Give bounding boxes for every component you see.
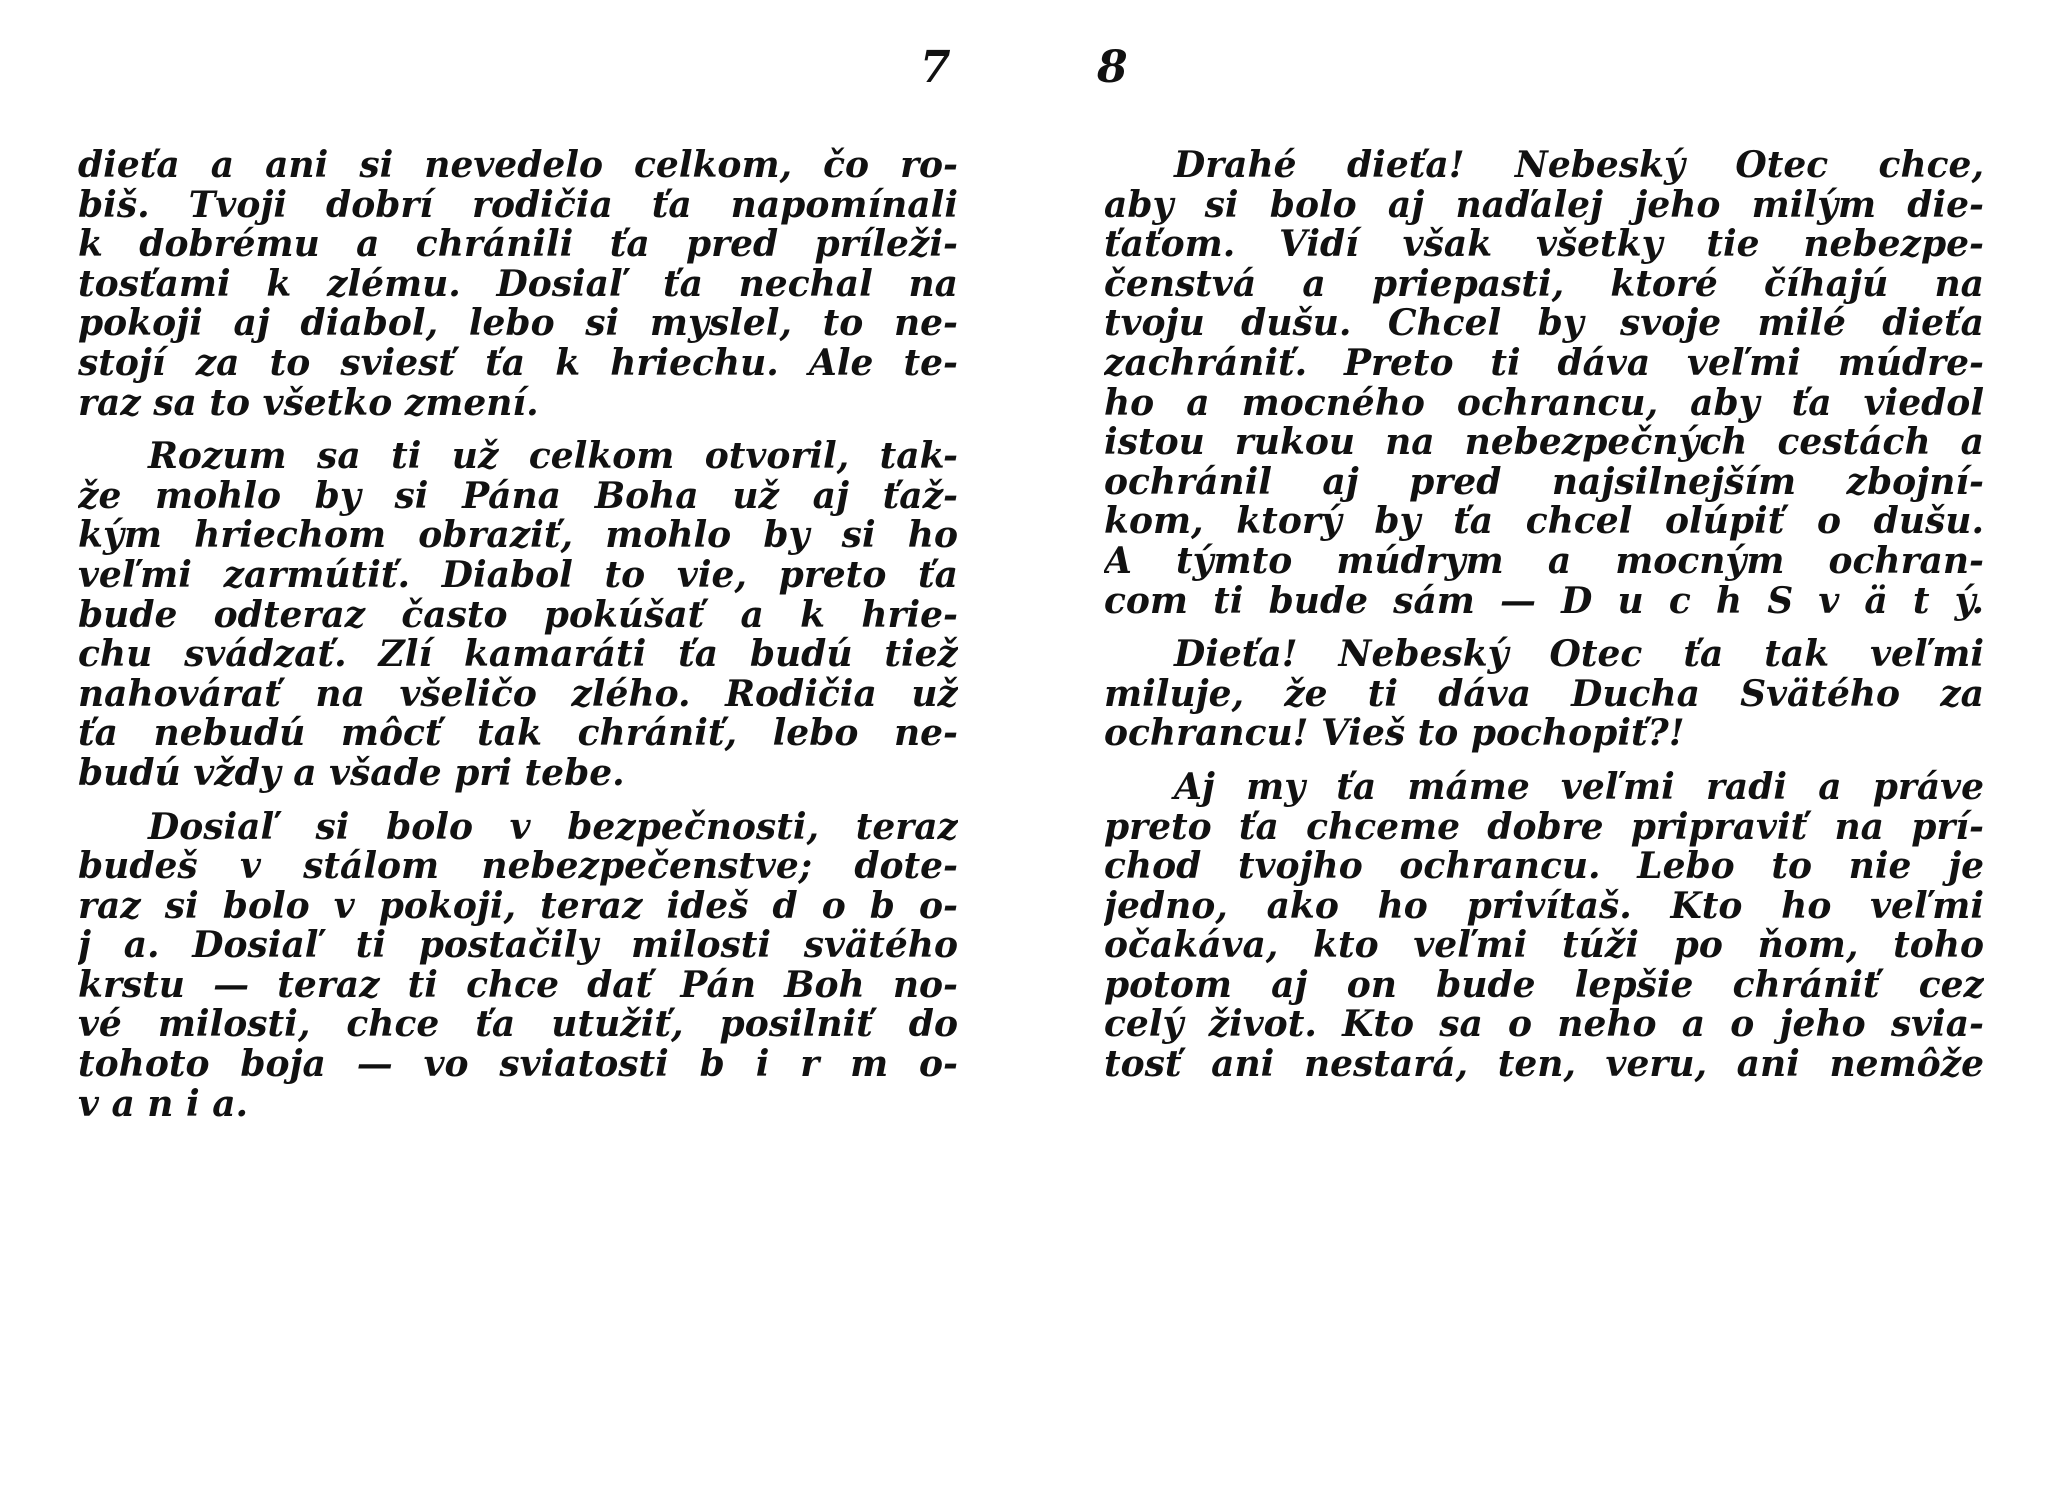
- text-line: miluje, že ti dáva Ducha Svätého za: [1104, 674, 1984, 715]
- right-page-text: [1104, 146, 1984, 1085]
- text-line: istou rukou na nebezpečných cestách a: [1104, 423, 1984, 463]
- text-line: dieťa a ani si nevedelo celkom, čo ro-: [78, 146, 958, 186]
- text-line: ochránil aj pred najsilnejším zbojní-: [1104, 462, 1984, 503]
- text-line: jedno, ako ho privítaš. Kto ho veľmi: [1104, 886, 1984, 927]
- text-line: chod tvojho ochrancu. Lebo to nie je: [1104, 847, 1984, 887]
- text-line: vé milosti, chce ťa utužiť, posilniť do: [78, 1005, 958, 1046]
- text-line: ťaťom. Vidí však všetky tie nebezpe-: [1104, 225, 1984, 265]
- text-line: Dosiaľ si bolo v bezpečnosti, teraz: [148, 807, 958, 848]
- text-line: Dieťa! Nebeský Otec ťa tak veľmi: [1174, 635, 1984, 675]
- text-line: raz sa to všetko zmení.: [78, 381, 539, 424]
- text-line: budeš v stálom nebezpečenstve; dote-: [78, 847, 958, 887]
- page-number-left: 7: [920, 42, 951, 93]
- text-line: Aj my ťa máme veľmi radi a práve: [1174, 767, 1984, 808]
- text-line: celý život. Kto sa o neho a o jeho svia-: [1104, 1005, 1984, 1046]
- text-line: ťa nebudú môcť tak chrániť, lebo ne-: [78, 714, 958, 754]
- text-line: krstu — teraz ti chce dať Pán Boh no-: [78, 965, 958, 1006]
- text-line: ho a mocného ochrancu, aby ťa viedol: [1104, 383, 1984, 424]
- text-line: kým hriechom obraziť, mohlo by si ho: [78, 516, 958, 556]
- page-number-right: 8: [1097, 42, 1128, 93]
- text-line: preto ťa chceme dobre pripraviť na prí-: [1104, 807, 1984, 848]
- text-line: com ti bude sám — D u c h S v ä t ý.: [1104, 581, 1984, 622]
- text-line: stojí za to sviesť ťa k hriechu. Ale te-: [78, 343, 958, 384]
- text-line: budú vždy a všade pri tebe.: [78, 751, 625, 794]
- text-line: veľmi zarmútiť. Diabol to vie, preto ťa: [78, 555, 958, 596]
- text-line: tvoju dušu. Chcel by svoje milé dieťa: [1104, 304, 1984, 344]
- text-line: tohoto boja — vo sviatosti b i r m o-: [78, 1045, 958, 1085]
- text-line: tosť ani nestará, ten, veru, ani nemôže: [1104, 1045, 1984, 1085]
- text-line: pokoji aj diabol, lebo si myslel, to ne-: [78, 304, 958, 344]
- left-page-text: [78, 146, 958, 1124]
- text-line: že mohlo by si Pána Boha už aj ťaž-: [78, 476, 958, 517]
- text-line: j a. Dosiaľ ti postačily milosti svätého: [78, 926, 958, 966]
- text-line: potom aj on bude lepšie chrániť cez: [1104, 965, 1984, 1006]
- text-line: ochrancu! Vieš to pochopiť?!: [1104, 712, 1685, 755]
- text-line: nahovárať na všeličo zlého. Rodičia už: [78, 674, 958, 715]
- text-line: očakáva, kto veľmi túži po ňom, toho: [1104, 926, 1984, 966]
- text-line: raz si bolo v pokoji, teraz ideš d o b o-: [78, 886, 958, 927]
- text-line: chu svádzať. Zlí kamaráti ťa budú tiež: [78, 635, 958, 675]
- text-line: čenstvá a priepasti, ktoré číhajú na: [1104, 264, 1984, 305]
- text-line: tosťami k zlému. Dosiaľ ťa nechal na: [78, 264, 958, 305]
- text-line: A týmto múdrym a mocným ochran-: [1104, 541, 1984, 582]
- text-line: zachrániť. Preto ti dáva veľmi múdre-: [1104, 343, 1984, 384]
- text-line: Drahé dieťa! Nebeský Otec chce,: [1174, 146, 1984, 186]
- text-line: kom, ktorý by ťa chcel olúpiť o dušu.: [1104, 502, 1984, 542]
- text-line: k dobrému a chránili ťa pred príleži-: [78, 225, 958, 265]
- text-line: bude odteraz často pokúšať a k hrie-: [78, 595, 958, 636]
- text-line: aby si bolo aj naďalej jeho milým die-: [1104, 185, 1984, 226]
- text-line: biš. Tvoji dobrí rodičia ťa napomínali: [78, 185, 958, 226]
- text-line: Rozum sa ti už celkom otvoril, tak-: [148, 437, 958, 477]
- text-line: v a n i a.: [78, 1082, 249, 1125]
